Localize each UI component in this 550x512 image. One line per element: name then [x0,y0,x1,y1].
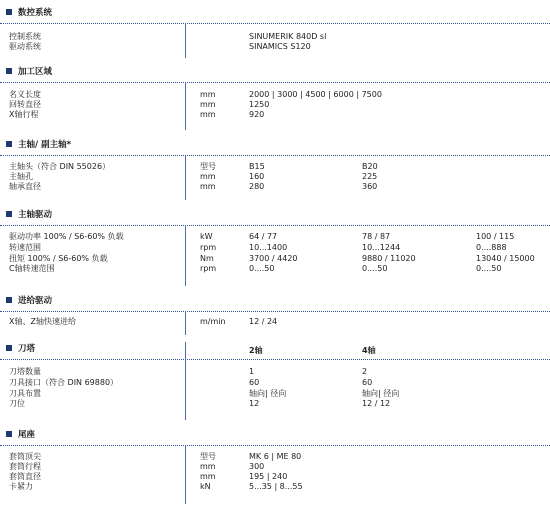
section-header [6,428,35,440]
section-header [6,6,52,18]
section-divider [0,445,550,446]
section-header [6,294,52,306]
row-label: 主轴孔 [9,172,33,181]
bullet-square-icon [6,345,12,351]
column-divider [185,445,186,504]
row-value: 1 [249,367,255,376]
row-label: 驱动系统 [9,42,41,51]
row-label: 刀具布置 [9,389,41,398]
row-value: B15 [249,162,265,171]
bullet-square-icon [6,68,12,74]
row-value-2: 轴向| 径向 [362,389,400,398]
section-divider [0,23,550,24]
row-value: SINAMICS S120 [249,42,311,51]
row-value: 60 [249,378,260,387]
column-divider [185,225,186,286]
row-value-2: 12 / 12 [362,399,391,408]
row-value: SINUMERIK 840D sl [249,32,327,41]
section-title: 进给驱动 [18,296,53,306]
row-value: 2000 | 3000 | 4500 | 6000 | 7500 [249,90,382,99]
row-label: 回转直径 [9,100,41,109]
row-label: 卡紧力 [9,482,33,491]
row-value-3: 100 / 115 [476,232,515,241]
section-divider [0,225,550,226]
row-unit: mm [200,110,216,119]
row-label: 主轴头（符合 DIN 55026） [9,162,111,171]
row-value-2: 2 [362,367,368,376]
row-label: 名义长度 [9,90,41,99]
row-label: 驱动功率 100% / S6-60% 负载 [9,232,124,241]
row-label: 套筒顶尖 [9,452,41,461]
row-label: 控制系统 [9,32,41,41]
row-label: 套筒行程 [9,462,41,471]
row-value-2: 10...1244 [362,243,401,252]
row-unit: rpm [200,243,217,252]
section-title: 刀塔 [18,344,36,354]
row-value-2: 78 / 87 [362,232,391,241]
row-value: 64 / 77 [249,232,278,241]
section-divider [0,82,550,83]
row-value-3: 0....50 [476,264,502,273]
column-header: 2轴 [249,346,263,355]
row-unit: mm [200,172,216,181]
row-unit: m/min [200,317,226,326]
row-unit: mm [200,462,216,471]
row-value: 280 [249,182,265,191]
row-unit: kW [200,232,213,241]
row-label: 刀具接口（符合 DIN 69880） [9,378,119,387]
row-value: 160 [249,172,265,181]
section-header [6,342,35,354]
column-divider [185,311,186,335]
bullet-square-icon [6,141,12,147]
row-value: 1250 [249,100,270,109]
section-tailstock [0,428,550,504]
section-divider [0,155,550,156]
bullet-square-icon [6,211,12,217]
section-header [6,138,71,150]
row-unit: rpm [200,264,217,273]
section-turret [0,342,550,420]
row-label: 转速范围 [9,243,41,252]
row-unit: mm [200,182,216,191]
column-divider [185,23,186,58]
section-feed-drive [0,294,550,335]
row-unit: mm [200,472,216,481]
section-work-area [0,65,550,130]
section-spindle [0,138,550,200]
column-header: 4轴 [362,346,376,355]
row-label: 套筒直径 [9,472,41,481]
column-divider [185,342,186,420]
row-label: 轴承直径 [9,182,41,191]
section-spindle-drive [0,208,550,286]
section-divider [0,359,550,360]
row-value-2: 9880 / 11020 [362,254,416,263]
row-value: 0....50 [249,264,275,273]
section-header [6,65,52,77]
section-title: 主轴驱动 [18,210,53,220]
row-value: 920 [249,110,265,119]
row-value: 10...1400 [249,243,288,252]
row-value: 3700 / 4420 [249,254,298,263]
section-divider [0,311,550,312]
row-value: 12 [249,399,260,408]
row-value: 300 [249,462,265,471]
row-value-2: 60 [362,378,373,387]
column-divider [185,155,186,200]
column-divider [185,82,186,130]
row-value-3: 0....888 [476,243,507,252]
row-unit: Nm [200,254,214,263]
row-label: X轴、Z轴快速进给 [9,317,76,326]
bullet-square-icon [6,297,12,303]
row-unit: kN [200,482,211,491]
row-value: 5...35 | 8...55 [249,482,303,491]
row-label: 刀位 [9,399,25,408]
row-label: C轴转速范围 [9,264,55,273]
row-label: 刀塔数量 [9,367,41,376]
row-value: 轴向| 径向 [249,389,287,398]
row-value-2: 360 [362,182,378,191]
row-unit: mm [200,90,216,99]
row-value: 195 | 240 [249,472,288,481]
section-title: 加工区域 [18,67,53,77]
row-unit: mm [200,100,216,109]
section-header [6,208,52,220]
section-title: 尾座 [18,430,36,440]
row-value-2: 0....50 [362,264,388,273]
row-value: 12 / 24 [249,317,278,326]
row-value-2: B20 [362,162,378,171]
section-title: 数控系统 [18,8,53,18]
row-value-3: 13040 / 15000 [476,254,535,263]
row-unit: 型号 [200,162,216,171]
row-value-2: 225 [362,172,378,181]
bullet-square-icon [6,9,12,15]
row-label: X轴行程 [9,110,39,119]
row-label: 扭矩 100% / S6-60% 负载 [9,254,108,263]
row-unit: 型号 [200,452,216,461]
bullet-square-icon [6,431,12,437]
section-title: 主轴/ 副主轴* [18,140,72,150]
section-cnc [0,6,550,58]
row-value: MK 6 | ME 80 [249,452,302,461]
